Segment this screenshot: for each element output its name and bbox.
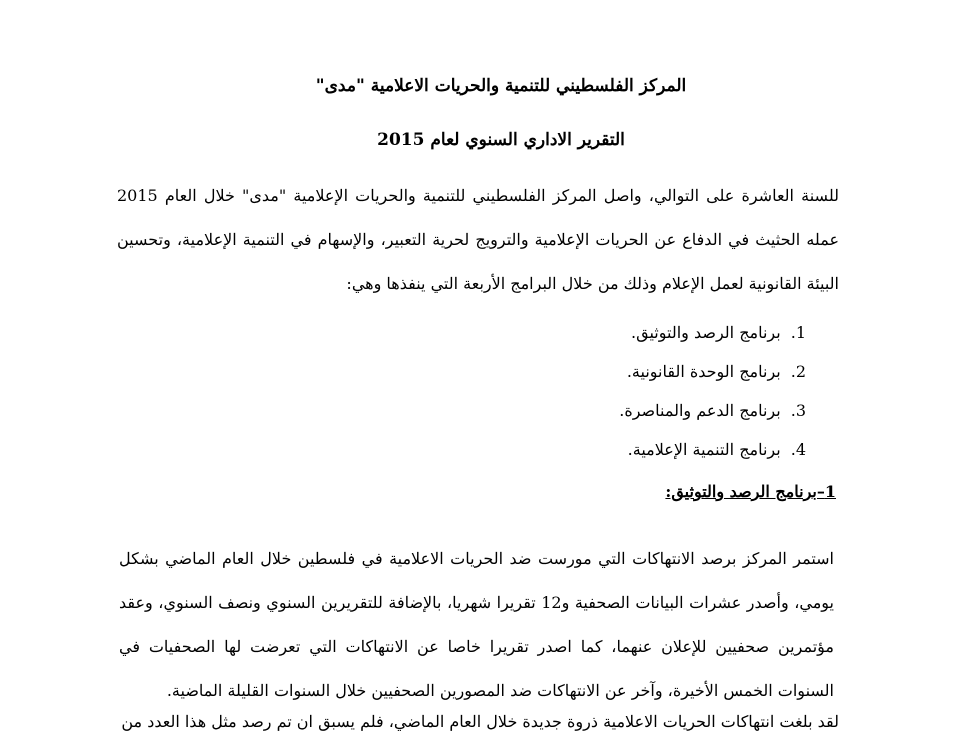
list-item-label: برنامج الوحدة القانونية.	[626, 362, 781, 381]
section-heading: 1–برنامج الرصد والتوثيق:	[665, 482, 836, 501]
list-item	[619, 352, 806, 391]
intro-paragraph: للسنة العاشرة على التوالي، واصل المركز الفلسطيني للتنمية والحريات الإعلامية "مدى" خلال العام 2015 عمله الحثيث في الدفاع عن الحريات الإعلامية والترويج لحرية التعبير، والإسهام في التنمية الإعلامية، وتحسين البيئة القانونية لعمل الإعلام وذلك من خلال البرامج الأربعة التي ينفذها وهي:	[117, 186, 839, 293]
list-item	[619, 430, 806, 469]
list-item-number: 2.	[790, 362, 806, 381]
list-item-number: 4.	[790, 440, 806, 459]
report-subtitle: التقرير الاداري السنوي لعام 2015	[377, 130, 625, 150]
section-paragraph: استمر المركز برصد الانتهاكات التي مورست ضد الحريات الاعلامية في فلسطين خلال العام الماضي بشكل يومي، وأصدر عشرات البيانات الصحفية و12 تقريرا شهريا، بالإضافة للتقريرين السنوي ونصف السنوي، وعقد مؤتمرين صحفيين للإعلان عنهما، كما اصدر تقريرا خاصا عن الانتهاكات التي تعرضت لها الصحفيات في السنوات الخمس الأخيرة، وآخر عن الانتهاكات ضد المصورين الصحفيين خلال السنوات القليلة الماضية.	[119, 549, 835, 700]
programs-list	[619, 313, 806, 469]
list-item-number: 1.	[790, 323, 806, 342]
list-item-label: برنامج الرصد والتوثيق.	[631, 323, 781, 342]
document-title: المركز الفلسطيني للتنمية والحريات الاعلامية "مدى"	[315, 76, 687, 96]
list-item-number: 3.	[790, 401, 806, 420]
list-item	[619, 391, 806, 430]
list-item	[619, 313, 806, 352]
next-paragraph: لقد بلغت انتهاكات الحريات الاعلامية ذروة جديدة خلال العام الماضي، فلم يسبق ان تم رصد مثل هذا العدد من	[121, 712, 839, 731]
list-item-label: برنامج التنمية الإعلامية.	[627, 440, 781, 459]
list-item-label: برنامج الدعم والمناصرة.	[619, 401, 781, 420]
